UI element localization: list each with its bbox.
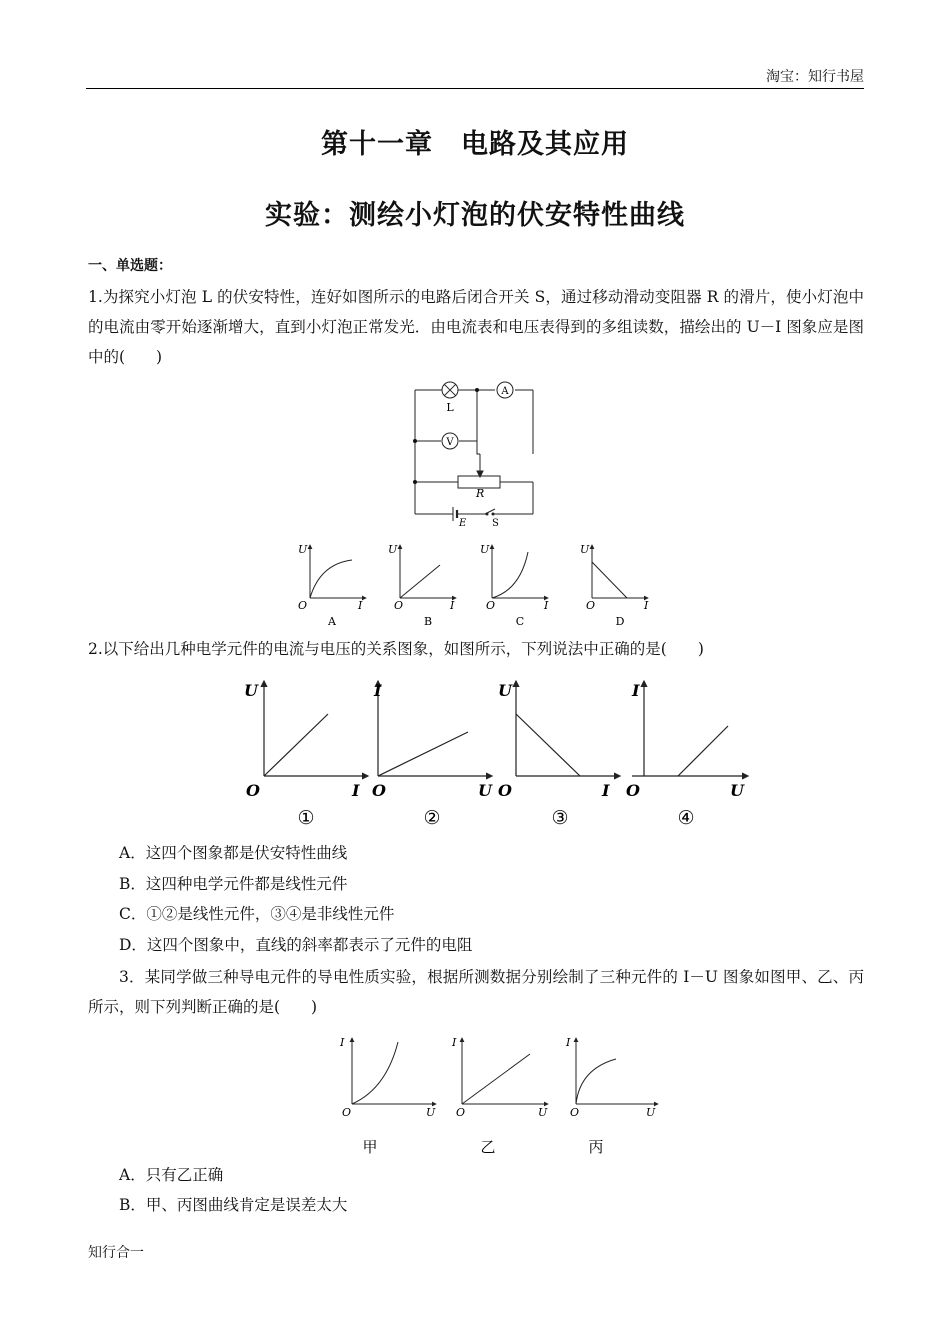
q2-graphs [238,676,758,836]
g2-origin: O [372,781,386,800]
graph-1-line [264,714,328,776]
lamp-label: L [446,401,454,414]
emf-label: E [459,518,467,529]
g2-y-label: I [374,681,382,700]
g4-origin: O [626,781,640,800]
q3-option-a: A．只有乙正确 [119,1166,224,1184]
choice-b-label: B [423,615,433,628]
q2-option-b: B．这四种电学元件都是线性元件 [119,875,348,893]
jia-origin: O [342,1106,352,1119]
page-title: 实验：测绘小灯泡的伏安特性曲线 [265,200,685,231]
q2-option-c: C．①②是线性元件，③④是非线性元件 [119,905,395,923]
yi-origin: O [456,1106,466,1119]
a-y-label: U [298,543,308,556]
q2-option-a: A．这四个图象都是伏安特性曲线 [119,844,348,862]
graph-jia-curve [352,1042,398,1104]
voltmeter-label: V [446,437,454,448]
g1-y-label: U [244,681,258,700]
question-1-text: 1.为探究小灯泡 L 的伏安特性，连好如图所示的电路后闭合开关 S，通过移动滑动变阻器 R 的滑片，使小灯泡中的电流由零开始逐渐增大，直到小灯泡正常发光．由电流表和电压表得到的多组读数，描绘出的 U－I 图象应是图中的( ) [88,288,864,366]
bing-x-label: U [646,1106,656,1119]
graph-2-line [378,732,468,776]
g1-origin: O [246,781,260,800]
yi-x-label: U [538,1106,548,1119]
yi-y-label: I [452,1036,457,1049]
bing-origin: O [570,1106,580,1119]
g2-x-label: U [478,781,492,800]
b-x-label: I [450,599,455,612]
choice-a-label: A [328,615,336,628]
jia-y-label: I [340,1036,345,1049]
yi-caption: 乙 [480,1138,496,1156]
choice-c-label: C [515,615,525,628]
graph-bing-curve [576,1059,616,1104]
g4-caption: ④ [677,807,695,829]
switch-label: S [492,518,499,529]
graph-d-line [592,562,627,598]
c-origin: O [486,599,496,612]
chapter-title: 第十一章 电路及其应用 [321,129,629,160]
d-origin: O [586,599,596,612]
g3-y-label: U [498,681,512,700]
jia-caption: 甲 [362,1138,378,1156]
ammeter-label: A [501,386,509,397]
footer-motto: 知行合一 [88,1245,144,1261]
g4-x-label: U [730,781,744,800]
g3-x-label: I [602,781,610,800]
g3-caption: ③ [551,807,569,829]
b-origin: O [394,599,404,612]
g1-caption: ① [297,807,315,829]
g4-y-label: I [632,681,640,700]
g1-x-label: I [352,781,360,800]
d-y-label: U [580,543,590,556]
q1-circuit-diagram [405,378,545,530]
q3-option-b: B．甲、丙图曲线肯定是误差太大 [119,1196,348,1214]
graph-3-line [516,714,580,776]
header-divider [86,88,864,89]
graph-4-line [678,726,728,776]
graph-b-line [400,565,440,598]
d-x-label: I [644,599,649,612]
b-y-label: U [388,543,398,556]
graph-yi-line [462,1054,530,1104]
c-y-label: U [480,543,490,556]
jia-x-label: U [426,1106,436,1119]
choice-d-label: D [615,615,625,628]
header-shop-label: 淘宝：知行书屋 [766,69,864,85]
q2-option-d: D．这四个图象中，直线的斜率都表示了元件的电阻 [119,936,473,954]
q3-graphs [336,1034,666,1160]
c-x-label: I [544,599,549,612]
bing-y-label: I [566,1036,571,1049]
graph-c-curve [492,552,528,598]
a-x-label: I [358,599,363,612]
graph-a-curve [310,560,352,598]
rheostat-label: R [476,487,485,500]
question-3-text: 3．某同学做三种导电元件的导电性质实验，根据所测数据分别绘制了三种元件的 I－U 图象如图甲、乙、丙所示，则下列判断正确的是( ) [88,968,864,1016]
question-2-text: 2.以下给出几种电学元件的电流与电压的关系图象，如图所示，下列说法中正确的是( ) [88,640,704,658]
bing-caption: 丙 [588,1138,604,1156]
section-heading: 一、单选题： [88,258,172,274]
a-origin: O [298,599,308,612]
q1-answer-graphs [290,540,670,630]
g2-caption: ② [423,807,441,829]
g3-origin: O [498,781,512,800]
